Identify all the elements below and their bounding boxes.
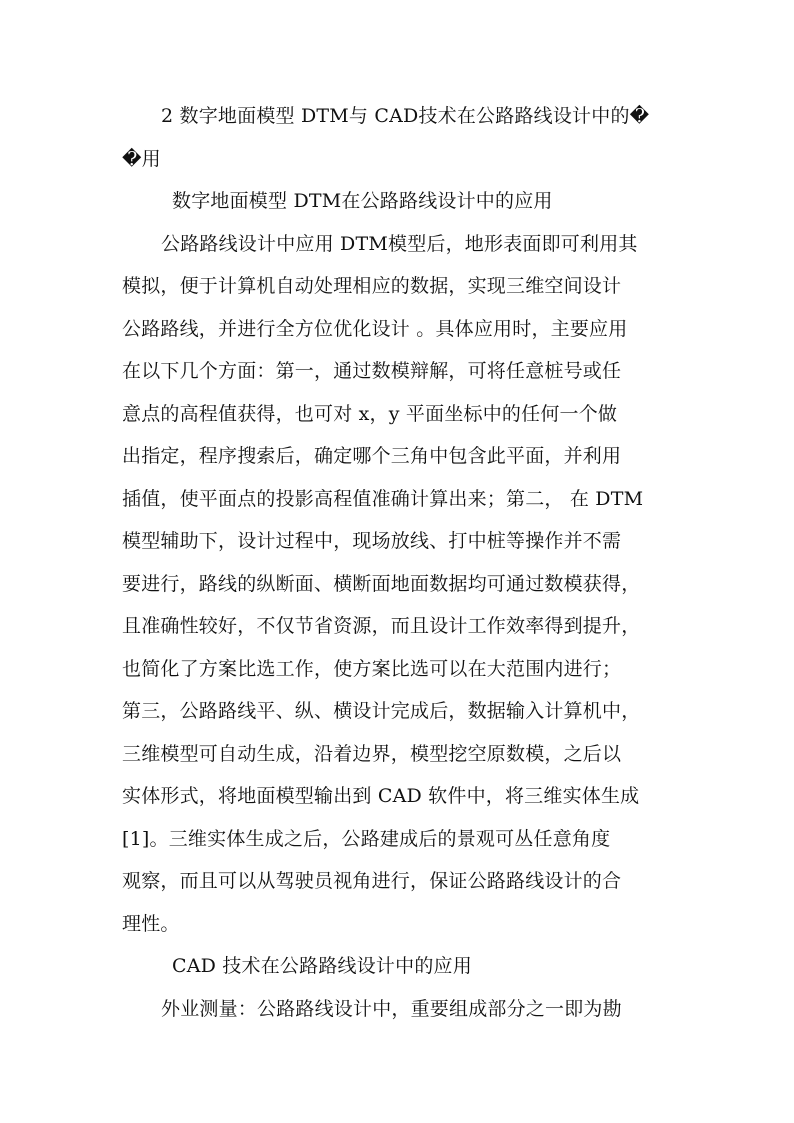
body-line: 观察，而且可以从驾驶员视角进行，保证公路路线设计的合 bbox=[122, 870, 622, 892]
body-line: 公路路线，并进行全方位优化设计 。具体应用时，主要应用 bbox=[122, 318, 628, 340]
subsection-heading-cad: CAD 技术在公路路线设计中的应用 bbox=[172, 955, 472, 977]
body-line: 也简化了方案比选工作，使方案比选可以在大范围内进行； bbox=[122, 658, 622, 680]
body-line: 外业测量：公路路线设计中，重要组成部分之一即为勘 bbox=[161, 998, 622, 1020]
body-line: 公路路线设计中应用 DTM模型后，地形表面即可利用其 bbox=[161, 233, 638, 255]
body-line: 第三，公路路线平、纵、横设计完成后，数据输入计算机中， bbox=[122, 700, 641, 722]
body-line: 意点的高程值获得，也可对 x，y 平面坐标中的任何一个做 bbox=[122, 403, 618, 425]
body-line: 要进行，路线的纵断面、横断面地面数据均可通过数模获得， bbox=[122, 573, 641, 595]
body-line: 模型辅助下，设计过程中，现场放线、打中桩等操作并不需 bbox=[122, 530, 622, 552]
body-line: 出指定，程序搜索后，确定哪个三角中包含此平面，并利用 bbox=[122, 445, 622, 467]
body-line: 模拟，便于计算机自动处理相应的数据，实现三维空间设计 bbox=[122, 275, 622, 297]
subsection-heading-dtm: 数字地面模型 DTM在公路路线设计中的应用 bbox=[172, 190, 553, 212]
body-line: 且准确性较好，不仅节省资源，而且设计工作效率得到提升， bbox=[122, 615, 641, 637]
body-line: 理性。 bbox=[122, 913, 180, 935]
body-line: 三维模型可自动生成，沿着边界，模型挖空原数模，之后以 bbox=[122, 743, 622, 765]
body-line: 在以下几个方面：第一，通过数模辩解，可将任意桩号或任 bbox=[122, 360, 622, 382]
body-line: [1]。三维实体生成之后，公路建成后的景观可丛任意角度 bbox=[122, 828, 611, 850]
body-line: 插值，使平面点的投影高程值准确计算出来；第二， 在 DTM bbox=[122, 488, 644, 510]
body-line: 实体形式，将地面模型输出到 CAD 软件中，将三维实体生成 bbox=[122, 785, 640, 807]
section-heading-line-2: �用 bbox=[122, 148, 161, 170]
section-heading-line-1: 2 数字地面模型 DTM与 CAD技术在公路路线设计中的� bbox=[161, 105, 650, 127]
